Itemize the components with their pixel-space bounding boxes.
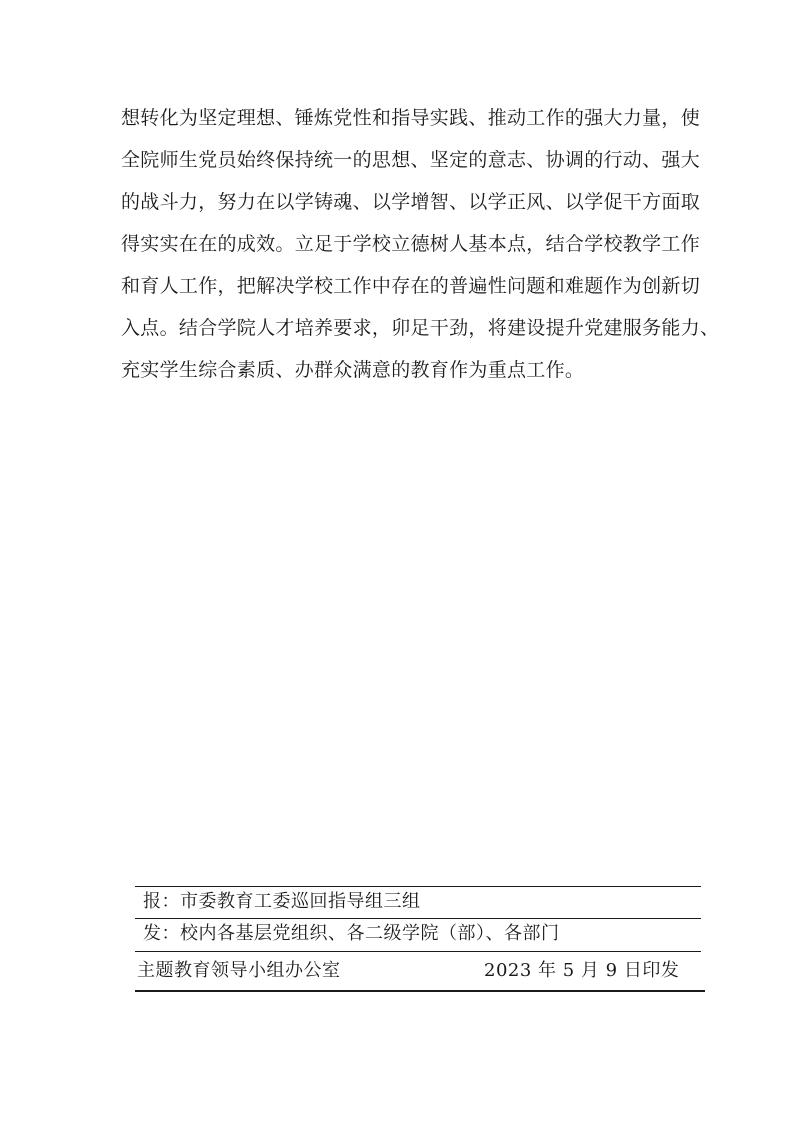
issuer-name: 主题教育领导小组办公室 — [137, 960, 341, 981]
body-line-3: 的战斗力，努力在以学铸魂、以学增智、以学正风、以学促干方面取 — [121, 191, 701, 213]
body-line-2: 全院师生党员始终保持统一的思想、坚定的意志、协调的行动、强大 — [121, 149, 701, 171]
issuer-bottom-rule — [135, 990, 705, 992]
body-line-5: 和育人工作，把解决学校工作中存在的普遍性问题和难题作为创新切 — [121, 275, 701, 297]
document-body — [121, 100, 720, 394]
distribution-mid-rule — [135, 918, 701, 919]
body-line-6: 入点。结合学院人才培养要求，卯足干劲，将建设提升党建服务能力、 — [121, 317, 720, 339]
body-line-4: 得实实在在的成效。立足于学校立德树人基本点，结合学校教学工作 — [121, 233, 701, 255]
distribution-bottom-rule — [135, 951, 701, 952]
distribute-to-line: 发：校内各基层党组织、各二级学院（部）、各部门 — [143, 923, 560, 944]
issue-date: 2023 年 5 月 9 日印发 — [484, 960, 680, 981]
body-line-7: 充实学生综合素质、办群众满意的教育作为重点工作。 — [121, 359, 585, 381]
distribution-top-rule — [135, 886, 701, 887]
report-to-line: 报：市委教育工委巡回指导组三组 — [143, 891, 421, 912]
body-line-1: 想转化为坚定理想、锤炼党性和指导实践、推动工作的强大力量，使 — [121, 107, 701, 129]
